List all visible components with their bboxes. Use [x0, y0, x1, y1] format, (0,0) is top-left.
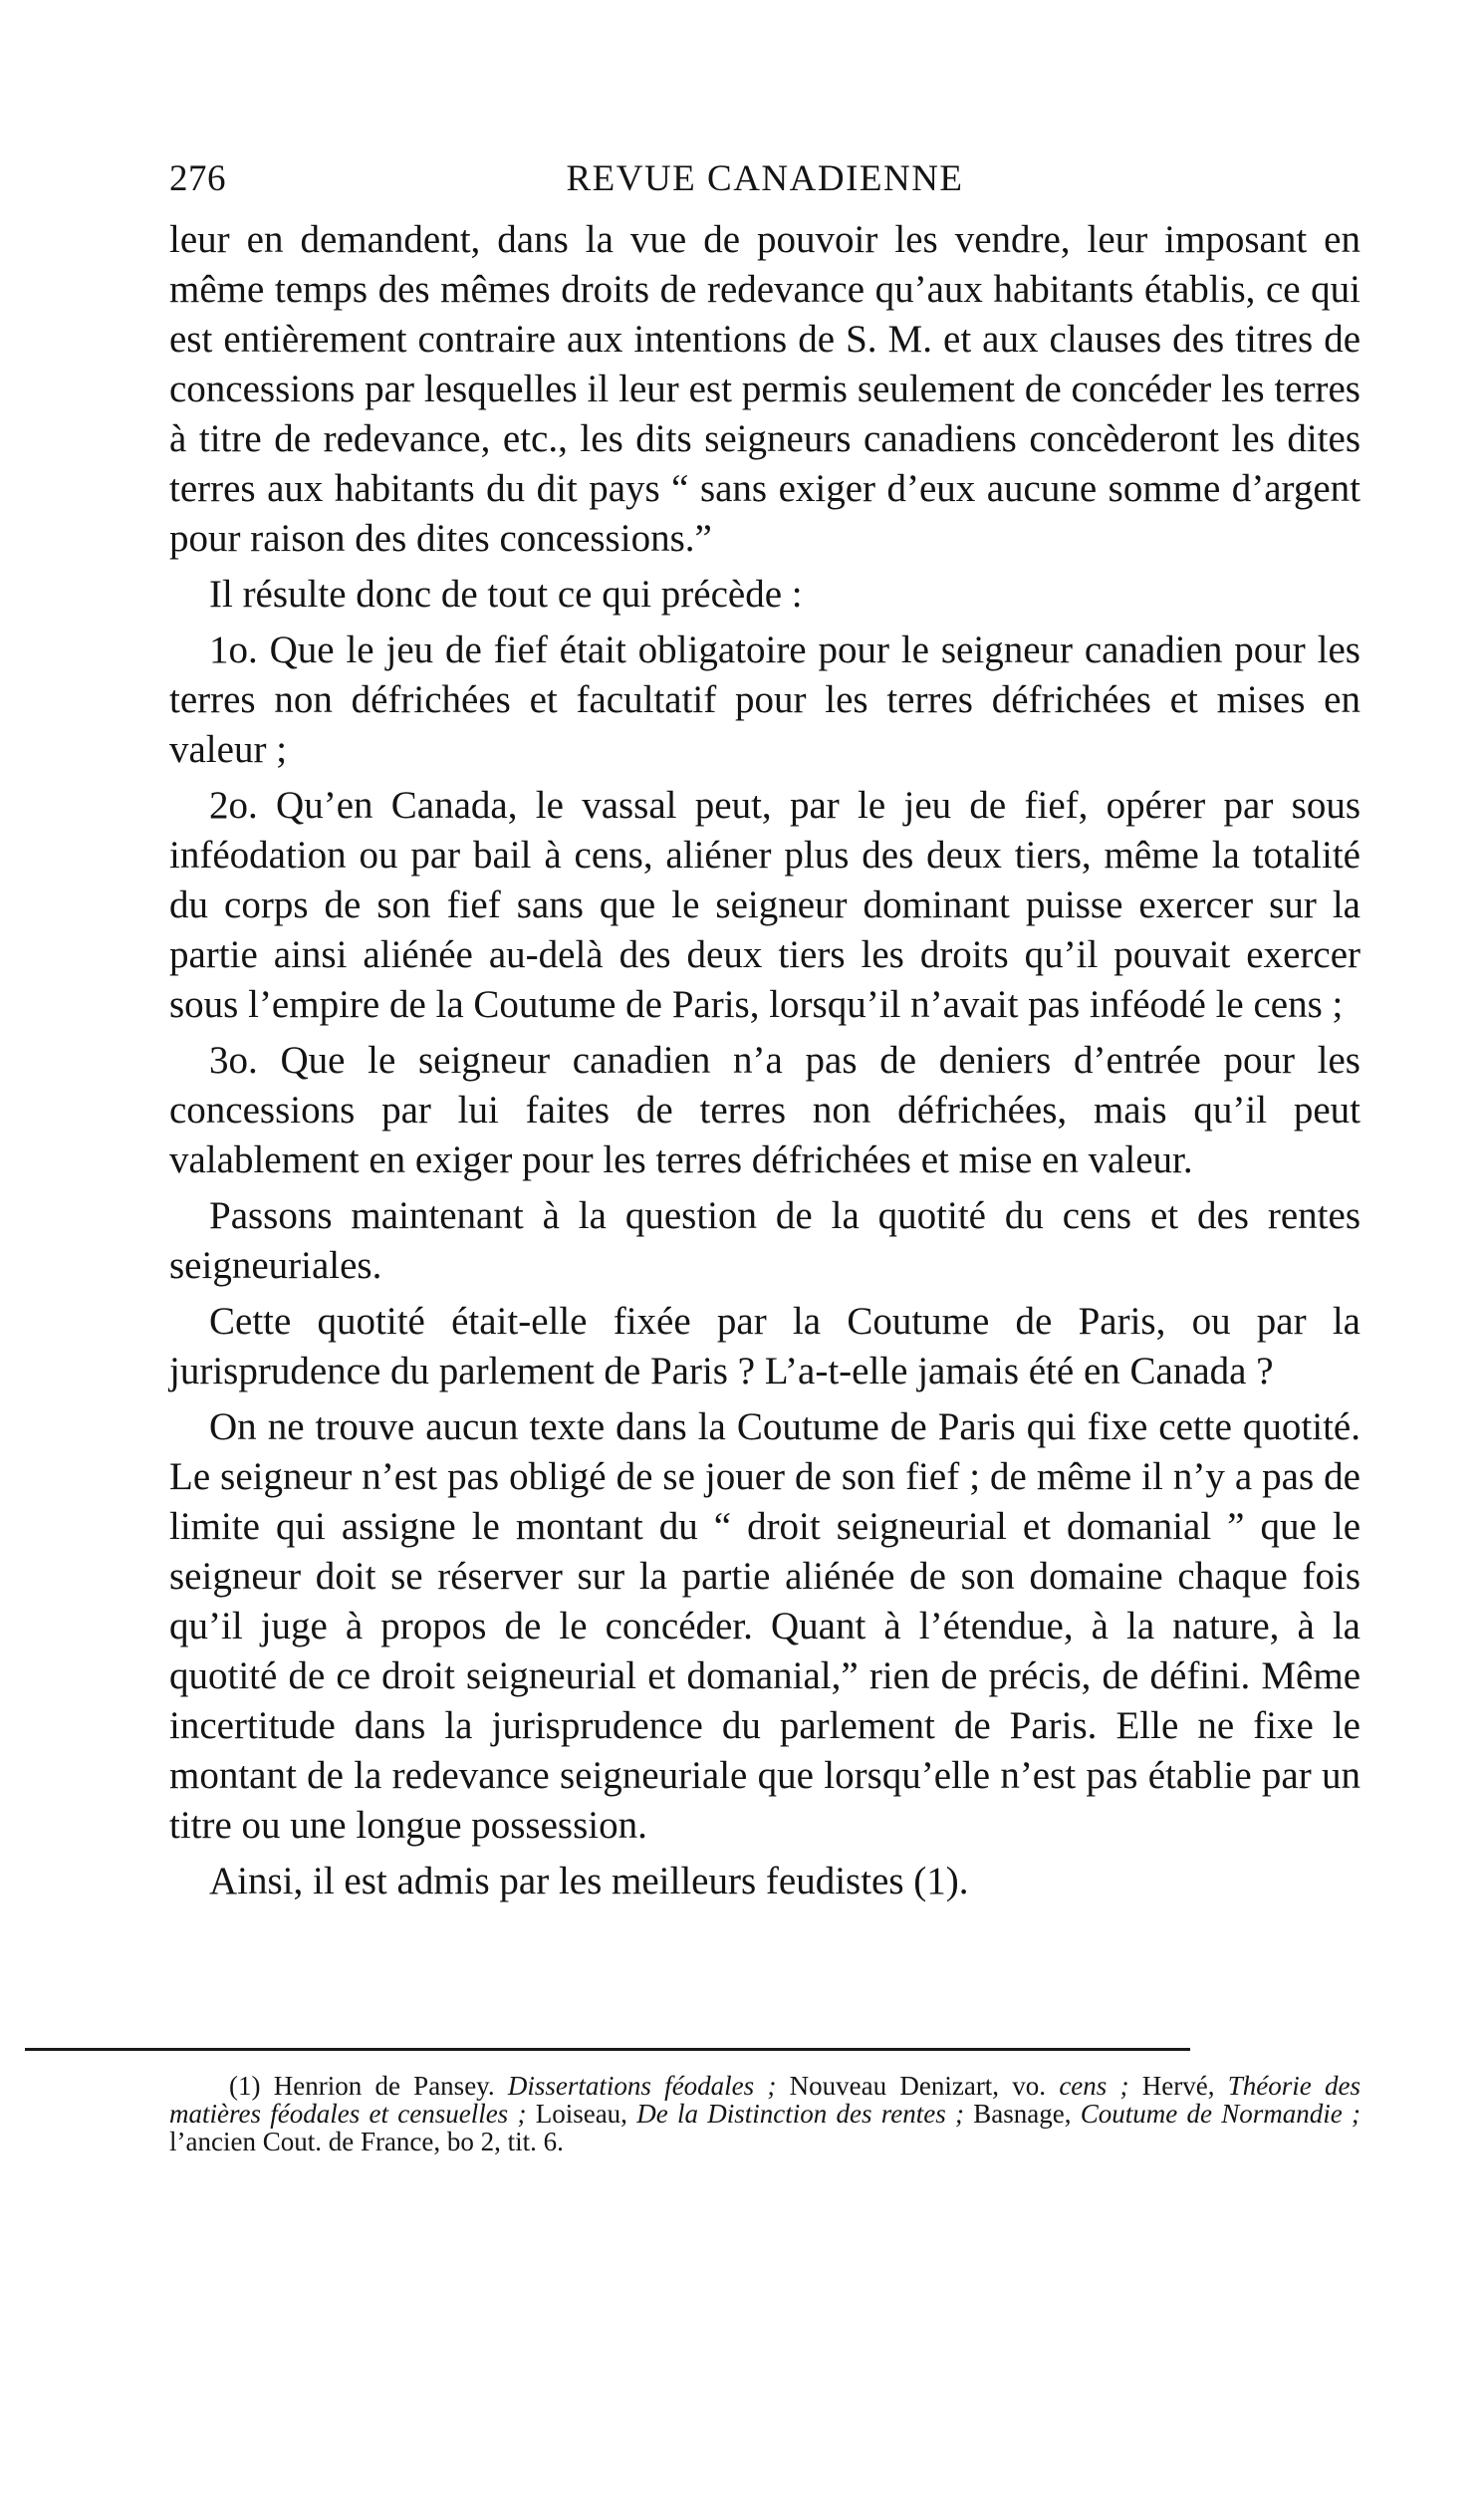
footnote-text: Nouveau Denizart, vo. — [776, 2071, 1060, 2101]
footnote-title: Théorie des matières féodales et censuelles ; — [169, 2071, 1360, 2129]
footnote — [169, 2072, 1360, 2155]
footnote-title: Coutume de Normandie ; — [1080, 2099, 1360, 2129]
footnote-title: cens ; — [1059, 2071, 1129, 2101]
document-page — [169, 149, 1360, 1912]
paragraph-question: Cette quotité était-elle fixée par la Coutume de Paris, ou par la jurisprudence du parlement de Paris ? L’a-t-elle jamais été en Canada ? — [169, 1300, 1360, 1392]
paragraph-transition: Passons maintenant à la question de la quotité du cens et des rentes seigneuriales. — [169, 1194, 1360, 1287]
footnote-text: (1) Henrion de Pansey. — [229, 2071, 508, 2101]
footnote-title: De la Distinction des rentes ; — [636, 2099, 964, 2129]
body-text — [169, 215, 1360, 1906]
footnote-text: Basnage, — [963, 2099, 1081, 2129]
paragraph-point-2: 2o. Qu’en Canada, le vassal peut, par le jeu de fief, opérer par sous inféodation ou par bail à cens, aliéner plus des deux tiers, même la totalité du corps de son fief sans que le seigneur dominant puisse exercer sur la partie ainsi aliénée au-delà des deux tiers les droits qu’il pouvait exercer sous l’empire de la Coutume de Paris, lorsqu’il n’avait pas inféodé le cens ; — [169, 784, 1360, 1026]
paragraph-conclusion-intro: Il résulte donc de tout ce qui précède : — [209, 573, 803, 616]
footnote-text: Hervé, — [1128, 2071, 1228, 2101]
paragraph-point-3: 3o. Que le seigneur canadien n’a pas de deniers d’entrée pour les concessions par lui faites de terres non défrichées, mais qu’il peut valablement en exiger pour les terres défrichées et mise en valeur. — [169, 1039, 1360, 1181]
page-number: 276 — [169, 158, 226, 199]
running-title: REVUE CANADIENNE — [566, 158, 964, 199]
paragraph-answer: On ne trouve aucun texte dans la Coutume de Paris qui fixe cette quotité. Le seigneur n’est pas obligé de se jouer de son fief ; de même il n’y a pas de limite qui assigne le montant du “ droit seigneurial et domanial ” que le seigneur doit se réserver sur la partie aliénée de son domaine chaque fois qu’il juge à propos de le concéder. Quant à l’étendue, à la nature, à la quotité de ce droit seigneurial et domanial,” rien de précis, de défini. Même incertitude dans la jurisprudence du parlement de Paris. Elle ne fixe le montant de la redevance seigneuriale que lorsqu’elle n’est pas établie par un titre ou une longue possession. — [169, 1405, 1360, 1847]
footnote-divider — [25, 2048, 1190, 2051]
paragraph-closing: Ainsi, il est admis par les meilleurs feudistes (1). — [209, 1860, 969, 1902]
footnote-title: Dissertations féodales ; — [507, 2071, 777, 2101]
footnote-text: l’ancien Cout. de France, bo 2, tit. 6. — [169, 2127, 564, 2156]
page-header — [169, 149, 1360, 209]
paragraph-point-1: 1o. Que le jeu de fief était obligatoire pour le seigneur canadien pour les terres non défrichées et facultatif pour les terres défrichées et mises en valeur ; — [169, 629, 1360, 771]
paragraph-continuation: leur en demandent, dans la vue de pouvoir les vendre, leur imposant en même temps des mêmes droits de redevance qu’aux habitants établis, ce qui est entièrement contraire aux intentions de S. M. et aux clauses des titres de concessions par lesquelles il leur est permis seulement de concéder les terres à titre de redevance, etc., les dits seigneurs canadiens concèderont les dites terres aux habitants du dit pays “ sans exiger d’eux aucune somme d’argent pour raison des dites concessions.” — [169, 218, 1360, 560]
footnote-text: Loiseau, — [526, 2099, 637, 2129]
